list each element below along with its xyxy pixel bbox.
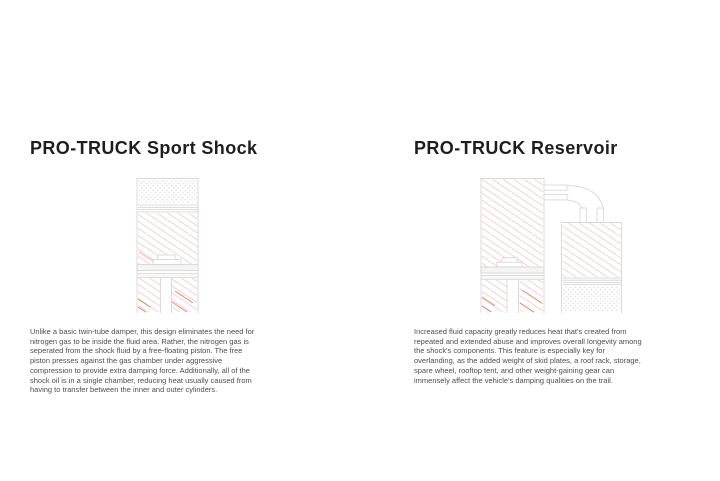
- transfer-hose-outer: [567, 185, 603, 208]
- main-oil-chamber: [482, 180, 543, 267]
- gas-chamber: [139, 181, 197, 204]
- piston-plate: [481, 276, 544, 280]
- piston-nut: [158, 255, 175, 260]
- lower-oil-right: [172, 278, 197, 312]
- main-piston: [481, 267, 544, 273]
- floating-piston-divider: [563, 278, 622, 285]
- transfer-hose-inner: [567, 200, 582, 209]
- description-line: Unlike a basic twin-tube damper, this design eliminates the need for: [30, 327, 255, 336]
- main-piston: [137, 265, 198, 271]
- piston-cap: [153, 260, 181, 265]
- description-line: overlanding, as the added weight of skid plates, a roof rack, storage,: [414, 356, 641, 366]
- sport-shock-description: [30, 327, 330, 395]
- description-line: piston presses against the gas chamber under aggressive: [30, 356, 223, 366]
- description-line: immensely affect the vehicle's damping qualities on the trail.: [414, 375, 613, 385]
- piston-shaft: [161, 278, 172, 314]
- gas-chamber: [563, 286, 620, 312]
- reservoir-title: PRO-TRUCK Reservoir: [414, 138, 618, 158]
- hose-outlet-bottom: [544, 195, 567, 200]
- reservoir-description: [414, 327, 714, 385]
- description-line: seperated from the shock fluid by a free-floating piston. The free: [30, 346, 243, 356]
- piston-nut: [502, 258, 517, 263]
- description-line: having to transfer between the inner and outer cylinders.: [30, 385, 218, 395]
- reservoir-oil-chamber: [563, 223, 621, 277]
- piston-shaft: [507, 280, 519, 314]
- reservoir-neck-left: [580, 208, 587, 223]
- lower-oil-left: [482, 280, 507, 312]
- sport-shock-title: PRO-TRUCK Sport Shock: [30, 138, 258, 158]
- description-line: shock oil is in a single chamber, reducing heat usually caused from: [30, 375, 252, 385]
- floating-piston-divider: [138, 205, 198, 212]
- lower-oil-left: [138, 278, 160, 312]
- hose-outlet-top: [544, 185, 567, 190]
- sport-shock-diagram: [136, 178, 200, 314]
- description-line: compression to provide extra damping force. Additionally, all of the: [30, 365, 250, 375]
- description-line: the shock's components. This feature is especially key for: [414, 346, 605, 356]
- reservoir-diagram: [480, 178, 623, 314]
- piston-plate: [137, 274, 198, 278]
- reservoir-neck-right: [597, 208, 604, 223]
- description-line: spare wheel, rooftop tent, and other weight-gaining gear can: [414, 365, 615, 375]
- description-line: Increased fluid capacity greatly reduces heat that's created from: [414, 327, 627, 336]
- piston-cap: [497, 262, 522, 267]
- description-line: nitrogen gas to be inside the fluid area. Rather, the nitrogen gas is: [30, 336, 249, 346]
- description-line: repeated and extended abuse and improves overall longevity among: [414, 336, 642, 346]
